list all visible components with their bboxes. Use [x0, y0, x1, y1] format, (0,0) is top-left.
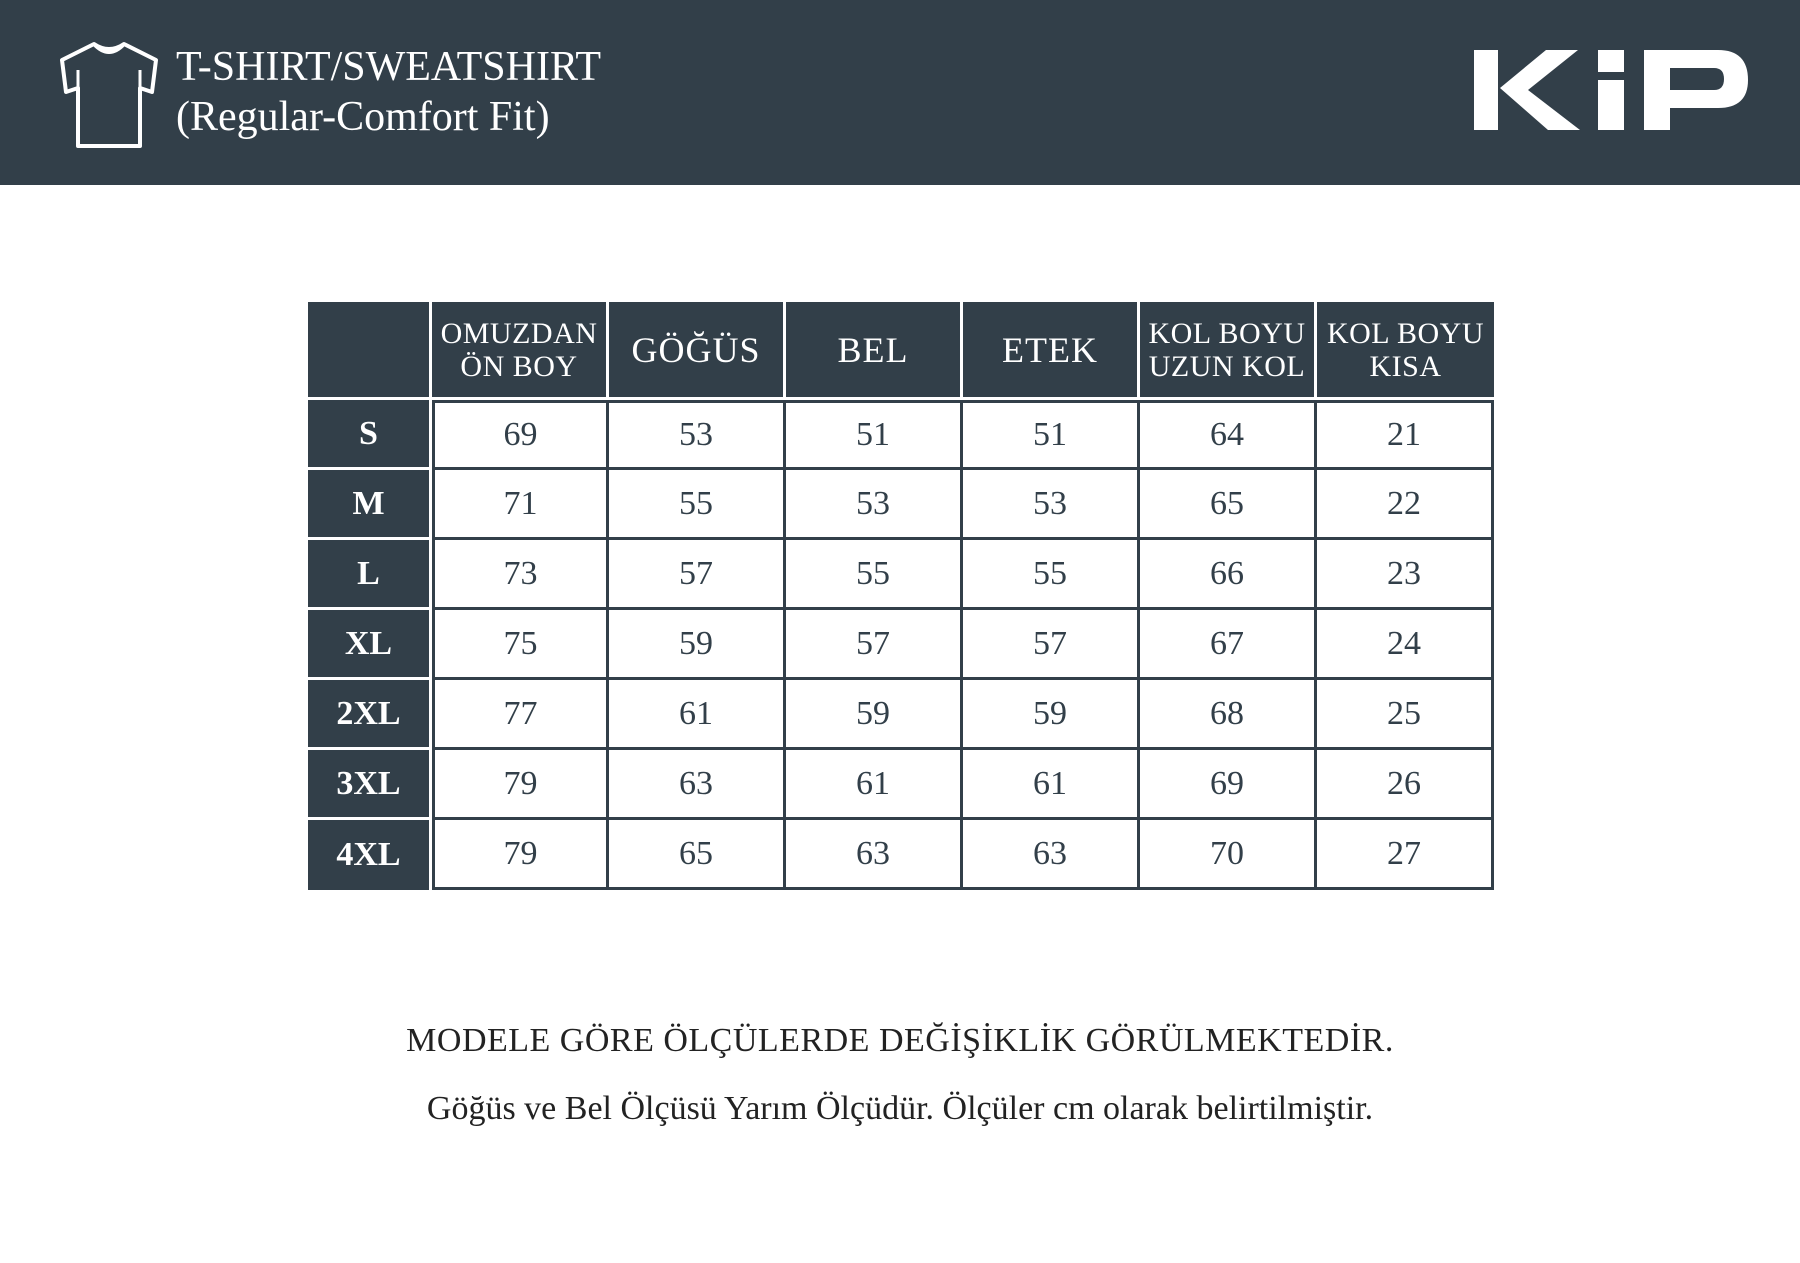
table-cell: 25	[1317, 680, 1494, 750]
tshirt-icon	[56, 40, 162, 150]
table-row	[308, 610, 1494, 680]
table-cell: 53	[963, 470, 1140, 540]
table-cell: 53	[609, 400, 786, 470]
table-row	[308, 540, 1494, 610]
brand-logo	[1474, 50, 1748, 130]
table-cell: 65	[609, 820, 786, 890]
table-cell: 73	[432, 540, 609, 610]
table-cell: 59	[786, 680, 963, 750]
table-cell: 69	[432, 400, 609, 470]
table-cell: 70	[1140, 820, 1317, 890]
table-cell: 51	[786, 400, 963, 470]
col-header-kol-boyu-kisa: KOL BOYU KISA	[1317, 302, 1494, 400]
table-cell: 55	[786, 540, 963, 610]
col-header-gogus: GÖĞÜS	[609, 302, 786, 400]
table-cell: 79	[432, 750, 609, 820]
size-label: S	[308, 400, 432, 470]
table-row	[308, 470, 1494, 540]
table-cell: 59	[963, 680, 1140, 750]
table-cell: 69	[1140, 750, 1317, 820]
variation-notice: MODELE GÖRE ÖLÇÜLERDE DEĞİŞİKLİK GÖRÜLMEKTEDİR.	[406, 1022, 1394, 1059]
table-row	[308, 400, 1494, 470]
table-cell: 63	[609, 750, 786, 820]
table-cell: 55	[609, 470, 786, 540]
table-cell: 59	[609, 610, 786, 680]
col-header-kol-boyu-uzun: KOL BOYU UZUN KOL	[1140, 302, 1317, 400]
header-bar	[0, 0, 1800, 185]
table-cell: 66	[1140, 540, 1317, 610]
table-cell: 63	[963, 820, 1140, 890]
table-cell: 57	[786, 610, 963, 680]
page-title: T-SHIRT/SWEATSHIRT	[176, 44, 602, 90]
col-header-bel: BEL	[786, 302, 963, 400]
table-cell: 61	[609, 680, 786, 750]
table-cell: 22	[1317, 470, 1494, 540]
table-cell: 53	[786, 470, 963, 540]
size-label: L	[308, 540, 432, 610]
table-cell: 55	[963, 540, 1140, 610]
size-label: XL	[308, 610, 432, 680]
size-chart-table	[308, 302, 1494, 890]
table-cell: 26	[1317, 750, 1494, 820]
table-cell: 65	[1140, 470, 1317, 540]
table-cell: 57	[963, 610, 1140, 680]
col-header-etek: ETEK	[963, 302, 1140, 400]
size-label: 4XL	[308, 820, 432, 890]
table-corner-cell	[308, 302, 432, 400]
table-row	[308, 820, 1494, 890]
table-cell: 57	[609, 540, 786, 610]
col-header-omuzdan-on-boy: OMUZDAN ÖN BOY	[432, 302, 609, 400]
table-cell: 63	[786, 820, 963, 890]
table-cell: 24	[1317, 610, 1494, 680]
table-cell: 21	[1317, 400, 1494, 470]
table-cell: 23	[1317, 540, 1494, 610]
table-header-row	[308, 302, 1494, 400]
page-subtitle: (Regular-Comfort Fit)	[176, 94, 550, 140]
measurement-note: Göğüs ve Bel Ölçüsü Yarım Ölçüdür. Ölçüler cm olarak belirtilmiştir.	[426, 1090, 1374, 1127]
table-cell: 27	[1317, 820, 1494, 890]
table-cell: 71	[432, 470, 609, 540]
table-row	[308, 750, 1494, 820]
size-label: M	[308, 470, 432, 540]
table-cell: 68	[1140, 680, 1317, 750]
table-cell: 61	[963, 750, 1140, 820]
size-label: 2XL	[308, 680, 432, 750]
table-cell: 67	[1140, 610, 1317, 680]
table-cell: 61	[786, 750, 963, 820]
size-label: 3XL	[308, 750, 432, 820]
table-row	[308, 680, 1494, 750]
table-cell: 79	[432, 820, 609, 890]
table-cell: 77	[432, 680, 609, 750]
table-cell: 64	[1140, 400, 1317, 470]
table-cell: 51	[963, 400, 1140, 470]
table-cell: 75	[432, 610, 609, 680]
